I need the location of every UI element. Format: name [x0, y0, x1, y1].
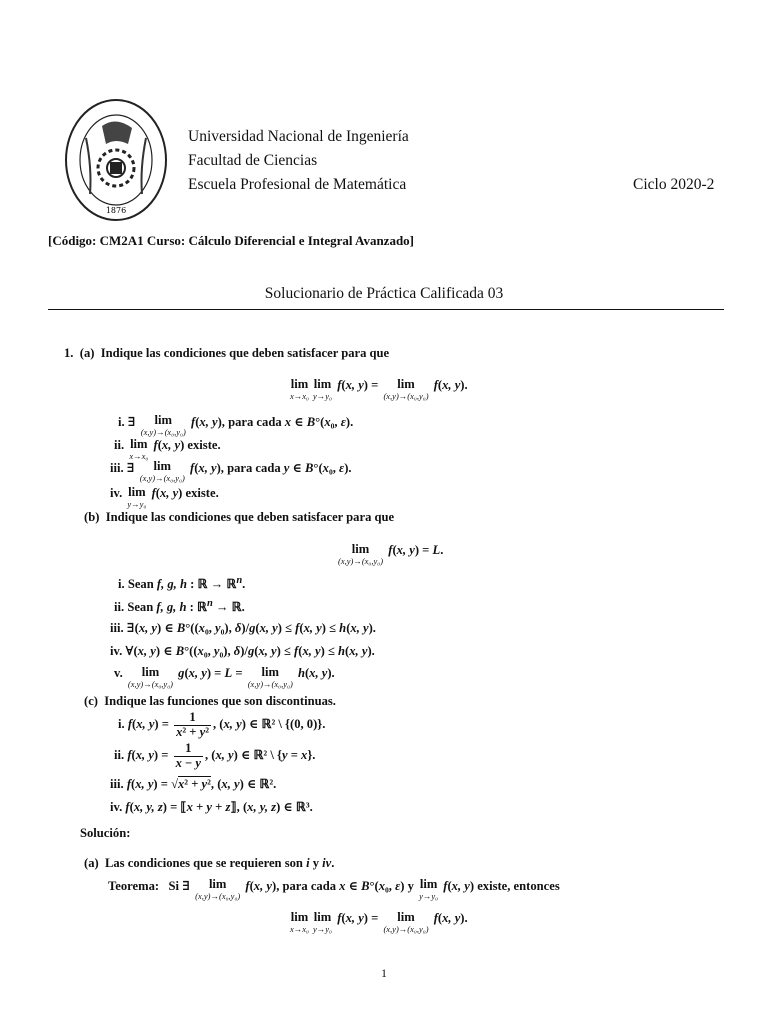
q1-a-option-i: i. ∃ lim (x,y)→(x₀,y₀) f(x, y), para cada x ∈ B°(x₀, ε). — [118, 413, 354, 437]
q1-c-option-ii: ii. f(x, y) = $\frac{1}{x - y}$ , (x, y) ∈ ℝ² \ {y = x}. — [114, 741, 316, 770]
q1-c-prompt: (c) Indique las funciones que son discontinuas. — [84, 694, 336, 708]
q1-c-option-iv: iv. f(x, y, z) = ⟦x + y + z⟧, (x, y, z) ∈ ℝ³. — [110, 800, 313, 814]
q1-a-option-ii: ii. lim x→x₀ f(x, y) existe. — [114, 437, 221, 461]
page-number: 1 — [381, 966, 387, 980]
q1-a-prompt: 1. (a) Indique las condiciones que deben satisfacer para que — [64, 346, 390, 360]
course-line: [Código: CM2A1 Curso: Cálculo Diferencial e Integral Avanzado] — [48, 233, 415, 248]
q1-a-option-iv: iv. lim y→y₀ f(x, y) existe. — [110, 485, 219, 509]
solution-equation: lim x→x₀ lim y→y₀ f(x, y) = lim (x,y)→(x₀,y₀) f(x, y). — [290, 910, 468, 934]
q1-b-equation: lim (x,y)→(x₀,y₀) f(x, y) = L. — [338, 542, 444, 566]
solution-theorem: Teorema: Si ∃ lim (x,y)→(x₀,y₀) f(x, y), para cada x ∈ B°(x₀, ε) y lim y→y₀ f(x, y) existe, entonces — [108, 877, 560, 901]
seal-year: 1876 — [105, 206, 127, 215]
q1-b-prompt: (b) Indique las condiciones que deben satisfacer para que — [84, 510, 395, 524]
q1-a-option-iii: iii. ∃ lim (x,y)→(x₀,y₀) f(x, y), para cada y ∈ B°(x₀, ε). — [110, 459, 352, 483]
solution-heading: Solución: — [80, 826, 131, 840]
faculty-name: Facultad de Ciencias — [188, 152, 318, 169]
cycle-label: Ciclo 2020-2 — [633, 176, 715, 193]
title-rule — [48, 309, 724, 310]
q1-c-option-iii: iii. f(x, y) = √x² + y², (x, y) ∈ ℝ². — [110, 777, 277, 791]
solution-a-text: (a) Las condiciones que se requieren son i y iv. — [84, 856, 335, 870]
q1-b-option-iv: iv. ∀(x, y) ∈ B°((x₀, y₀), δ)/g(x, y) ≤ f(x, y) ≤ h(x, y). — [110, 644, 375, 658]
q1-a-equation: lim x→x₀ lim y→y₀ f(x, y) = lim (x,y)→(x₀,y₀) f(x, y). — [290, 377, 468, 401]
university-name: Universidad Nacional de Ingeniería — [188, 128, 409, 145]
q1-b-option-i: i. Sean f, g, h : ℝ → ℝ$^n$. — [118, 575, 246, 592]
school-name: Escuela Profesional de Matemática — [188, 176, 407, 193]
q1-b-option-ii: ii. Sean f, g, h : ℝ$^n$ → ℝ. — [114, 598, 245, 615]
q1-b-option-iii: iii. ∃(x, y) ∈ B°((x₀, y₀), δ)/g(x, y) ≤ f(x, y) ≤ h(x, y). — [110, 621, 376, 635]
page-title: Solucionario de Práctica Calificada 03 — [264, 285, 504, 302]
university-seal — [62, 98, 170, 224]
q1-c-option-i: i. f(x, y) = $\frac{1}{\text{x² + y²}}$ , (x, y) ∈ ℝ² \ {(0, 0)}. — [118, 710, 326, 739]
q1-b-option-v: v. lim (x,y)→(x₀,y₀) g(x, y) = L = lim (x,y)→(x₀,y₀) h(x, y). — [114, 665, 335, 689]
